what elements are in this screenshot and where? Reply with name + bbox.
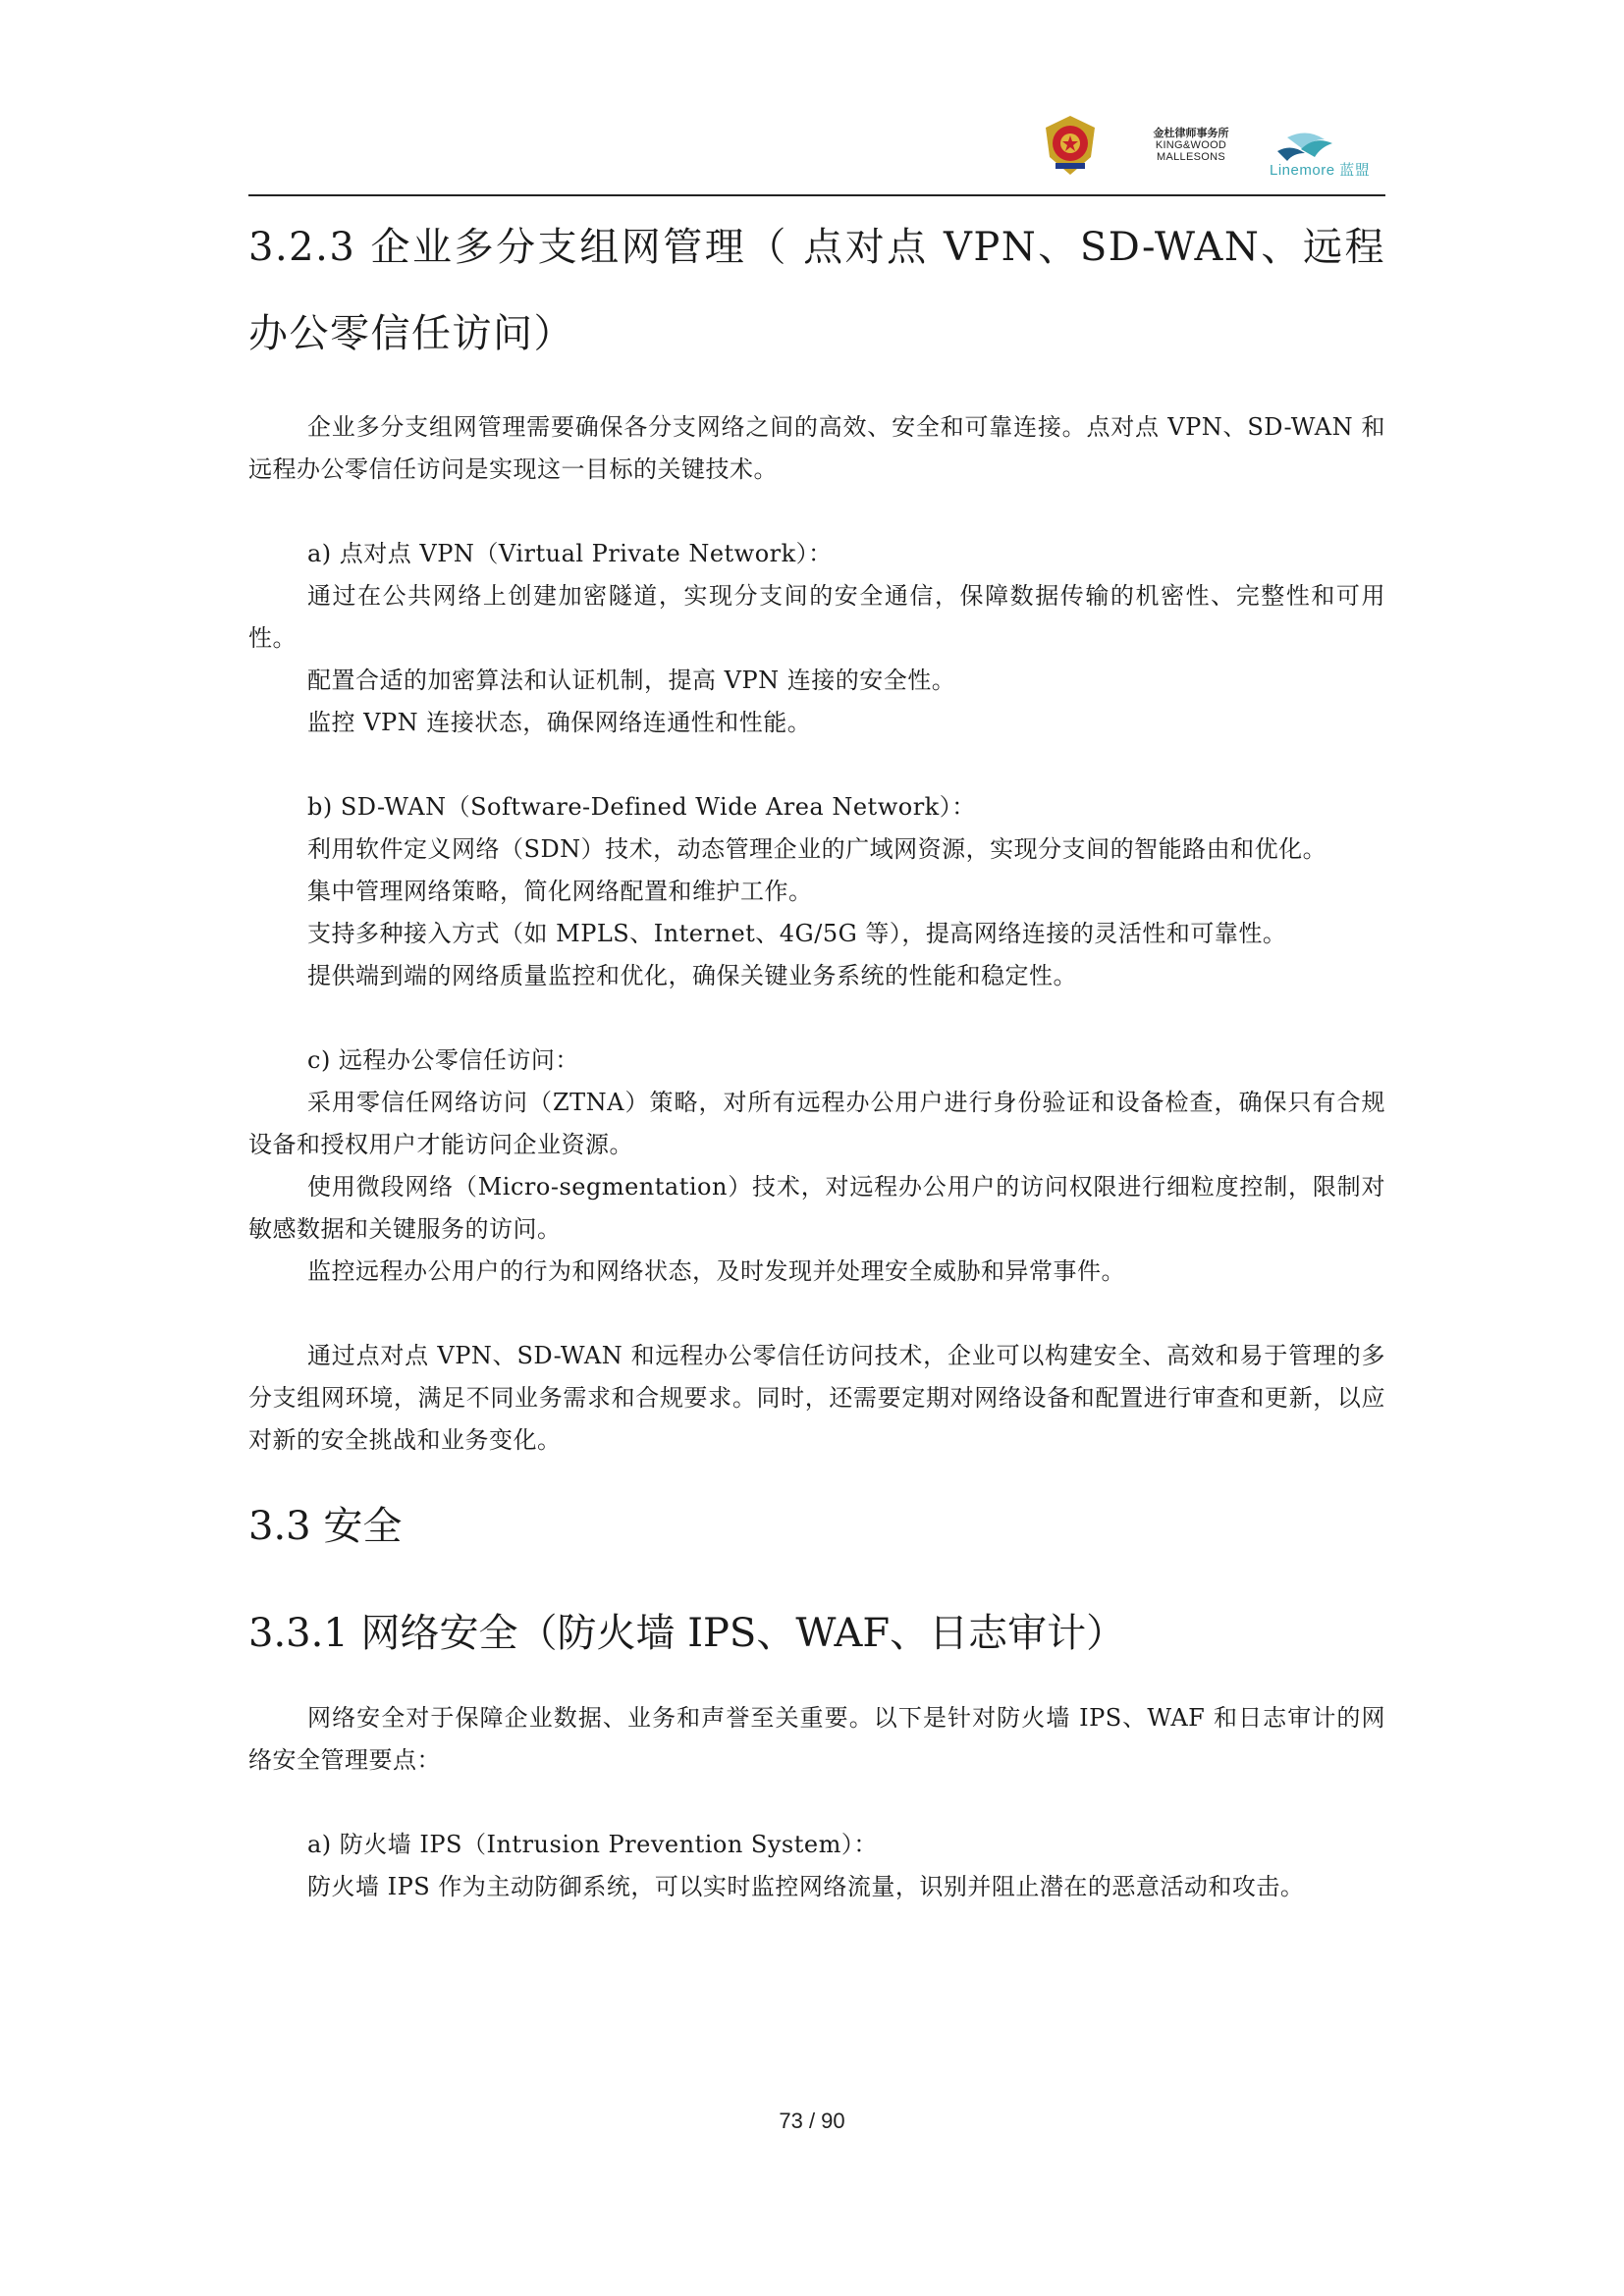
kwm-logo	[1132, 128, 1250, 163]
section-3-3-1-a-heading: a) 防火墙 IPS（Intrusion Prevention System）：	[307, 1831, 878, 1858]
linemore-logo-text: Linemore 蓝盟	[1270, 162, 1371, 179]
subsection-b-item: 集中管理网络策略，简化网络配置和维护工作。	[307, 878, 813, 905]
subsection-c-item: 采用零信任网络访问（ZTNA）策略，对所有远程办公用户进行身份验证和设备检查，确保只有合规设备和授权用户才能访问企业资源。	[248, 1089, 1385, 1158]
kwm-logo-cn: 金杜律师事务所	[1153, 128, 1229, 139]
page-content	[248, 204, 1385, 1908]
section-3-2-3-intro: 企业多分支组网管理需要确保各分支网络之间的高效、安全和可靠连接。点对点 VPN、SD-WAN 和远程办公零信任访问是实现这一目标的关键技术。	[248, 413, 1385, 483]
section-3-3-title: 3.3 安全	[248, 1504, 403, 1549]
subsection-c-item: 使用微段网络（Micro-segmentation）技术，对远程办公用户的访问权限进行细粒度控制，限制对敏感数据和关键服务的访问。	[248, 1173, 1385, 1243]
kwm-logo-en-2: MALLESONS	[1157, 151, 1225, 163]
section-3-3-1-title: 3.3.1 网络安全（防火墙 IPS、WAF、日志审计）	[248, 1611, 1126, 1656]
subsection-c-item: 监控远程办公用户的行为和网络状态，及时发现并处理安全威胁和异常事件。	[307, 1257, 1125, 1285]
section-3-2-3-title: 3.2.3 企业多分支组网管理（ 点对点 VPN、SD-WAN、远程办公零信任访问）	[248, 225, 1385, 356]
kwm-logo-en-1: KING&WOOD	[1155, 139, 1227, 151]
page-number: 73 / 90	[779, 2109, 845, 2133]
subsection-b-heading: b) SD-WAN（Software-Defined Wide Area Network）：	[307, 793, 976, 821]
subsection-a-heading: a) 点对点 VPN（Virtual Private Network）：	[307, 540, 833, 567]
subsection-c-heading: c) 远程办公零信任访问：	[307, 1046, 579, 1074]
section-3-3-1-a-item: 防火墙 IPS 作为主动防御系统，可以实时监控网络流量，识别并阻止潜在的恶意活动和攻击。	[307, 1873, 1305, 1900]
section-3-2-3-conclusion: 通过点对点 VPN、SD-WAN 和远程办公零信任访问技术，企业可以构建安全、高效和易于管理的多分支组网环境，满足不同业务需求和合规要求。同时，还需要定期对网络设备和配置进行审查和更新，以应对新的安全挑战和业务变化。	[248, 1342, 1385, 1454]
section-3-3-1-intro: 网络安全对于保障企业数据、业务和声誉至关重要。以下是针对防火墙 IPS、WAF 和日志审计的网络安全管理要点：	[248, 1704, 1385, 1774]
subsection-b-item: 支持多种接入方式（如 MPLS、Internet、4G/5G 等），提高网络连接的灵活性和可靠性。	[307, 920, 1287, 947]
subsection-a-item: 配置合适的加密算法和认证机制，提高 VPN 连接的安全性。	[307, 667, 956, 694]
subsection-b-item: 提供端到端的网络质量监控和优化，确保关键业务系统的性能和稳定性。	[307, 962, 1077, 989]
subsection-b-item: 利用软件定义网络（SDN）技术，动态管理企业的广域网资源，实现分支间的智能路由和优化。	[307, 835, 1327, 863]
emblem-icon	[1042, 114, 1099, 177]
subsection-a-item: 通过在公共网络上创建加密隧道，实现分支间的安全通信，保障数据传输的机密性、完整性和可用性。	[248, 582, 1385, 652]
subsection-a-item: 监控 VPN 连接状态，确保网络连通性和性能。	[307, 709, 812, 736]
page-header	[248, 110, 1385, 196]
